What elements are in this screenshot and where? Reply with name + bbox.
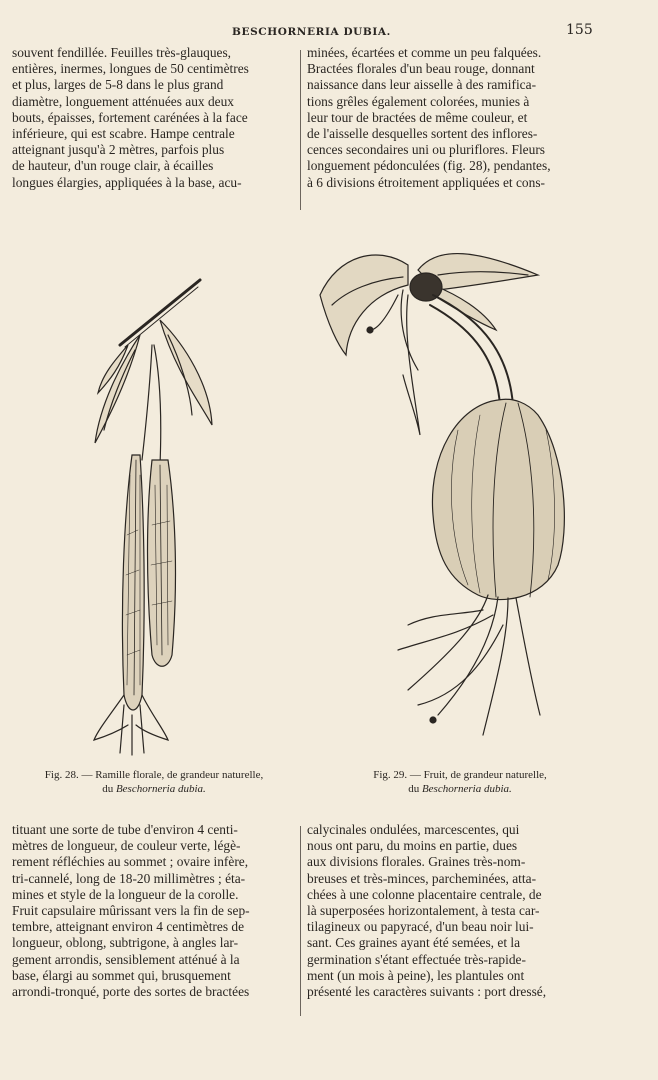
text-column-bottom-right: calycinales ondulées, marcescentes, qui nous ont paru, du moins en partie, dues aux divisions florales. Graines très-nom- breuses et très-minces, parcheminées, atta- chées à une colonne placentaire centrale, de là superposées horizontalement, à testa car- tilagineux ou papyracé, d'un beau noir lui- sant. Ces graines ayant été semées, et la germination s'étant effectuée très-rapide- ment (un mois à peine), les plantules ont présenté les caractères suivants : port dressé, — [307, 822, 547, 1000]
page-number: 155 — [566, 22, 593, 38]
figure-28-caption-line2 — [14, 782, 294, 796]
page-header — [0, 20, 658, 40]
figure-28-caption-species: Beschorneria dubia. — [115, 783, 206, 795]
figure-28-caption-line1: Fig. 28. — Ramille florale, de grandeur naturelle, — [44, 769, 264, 781]
figure-29-caption-line2 — [320, 782, 600, 796]
column-divider-bottom — [300, 826, 301, 1016]
figure-28-caption — [14, 768, 294, 796]
text-column-top-right: minées, écartées et comme un peu falquées. Bractées florales d'un beau rouge, donnant naissance dans leur aisselle à des ramifica- tions grêles également colorées, munies à leur tour de bractées de même couleur, et de l'aisselle desquelles sortent des inflores- cences secondaires uni ou pluriflores. Fleurs longuement pédonculées (fig. 28), pendantes, à 6 divisions étroitement appliquées et cons- — [307, 45, 551, 190]
figure-28-floral-branch-illustration — [80, 275, 225, 760]
text-column-bottom-left: tituant une sorte de tube d'environ 4 centi- mètres de longueur, de couleur verte, légè- rement réfléchies au sommet ; ovaire infère, tri-cannelé, long de 18-20 millimètres ; éta- mines et style de la longueur de la corolle. Fruit capsulaire mûrissant vers la fin de sep- tembre, atteignant environ 4 centimètres de longueur, oblong, subtrigone, à angles lar- gement arrondis, sensiblement atténué à la base, élargi au sommet qui, brusquement arrondi-tronqué, porte des sortes de bractées — [12, 822, 250, 1000]
running-title: BESCHORNERIA DUBIA. — [232, 26, 391, 38]
figure-29-fruit-illustration — [308, 235, 573, 755]
column-divider-top — [300, 50, 301, 210]
text-column-top-left: souvent fendillée. Feuilles très-glauques, entières, inermes, longues de 50 centimètres et plus, larges de 5-8 dans le plus grand diamètre, longuement atténuées aux deux bouts, épaisses, fortement carénées à la face inférieure, qui est scabre. Hampe centrale atteignant jusqu'à 2 mètres, parfois plus de hauteur, d'un rouge clair, à écailles longues élargies, appliquées à la base, acu- — [12, 45, 249, 190]
figure-28-caption-prefix: du — [102, 783, 116, 795]
figure-29-caption-species: Beschorneria dubia. — [421, 783, 512, 795]
figure-29-caption-prefix: du — [408, 783, 422, 795]
figure-29-caption-line1: Fig. 29. — Fruit, de grandeur naturelle, — [373, 769, 547, 781]
figure-29-caption — [320, 768, 600, 796]
